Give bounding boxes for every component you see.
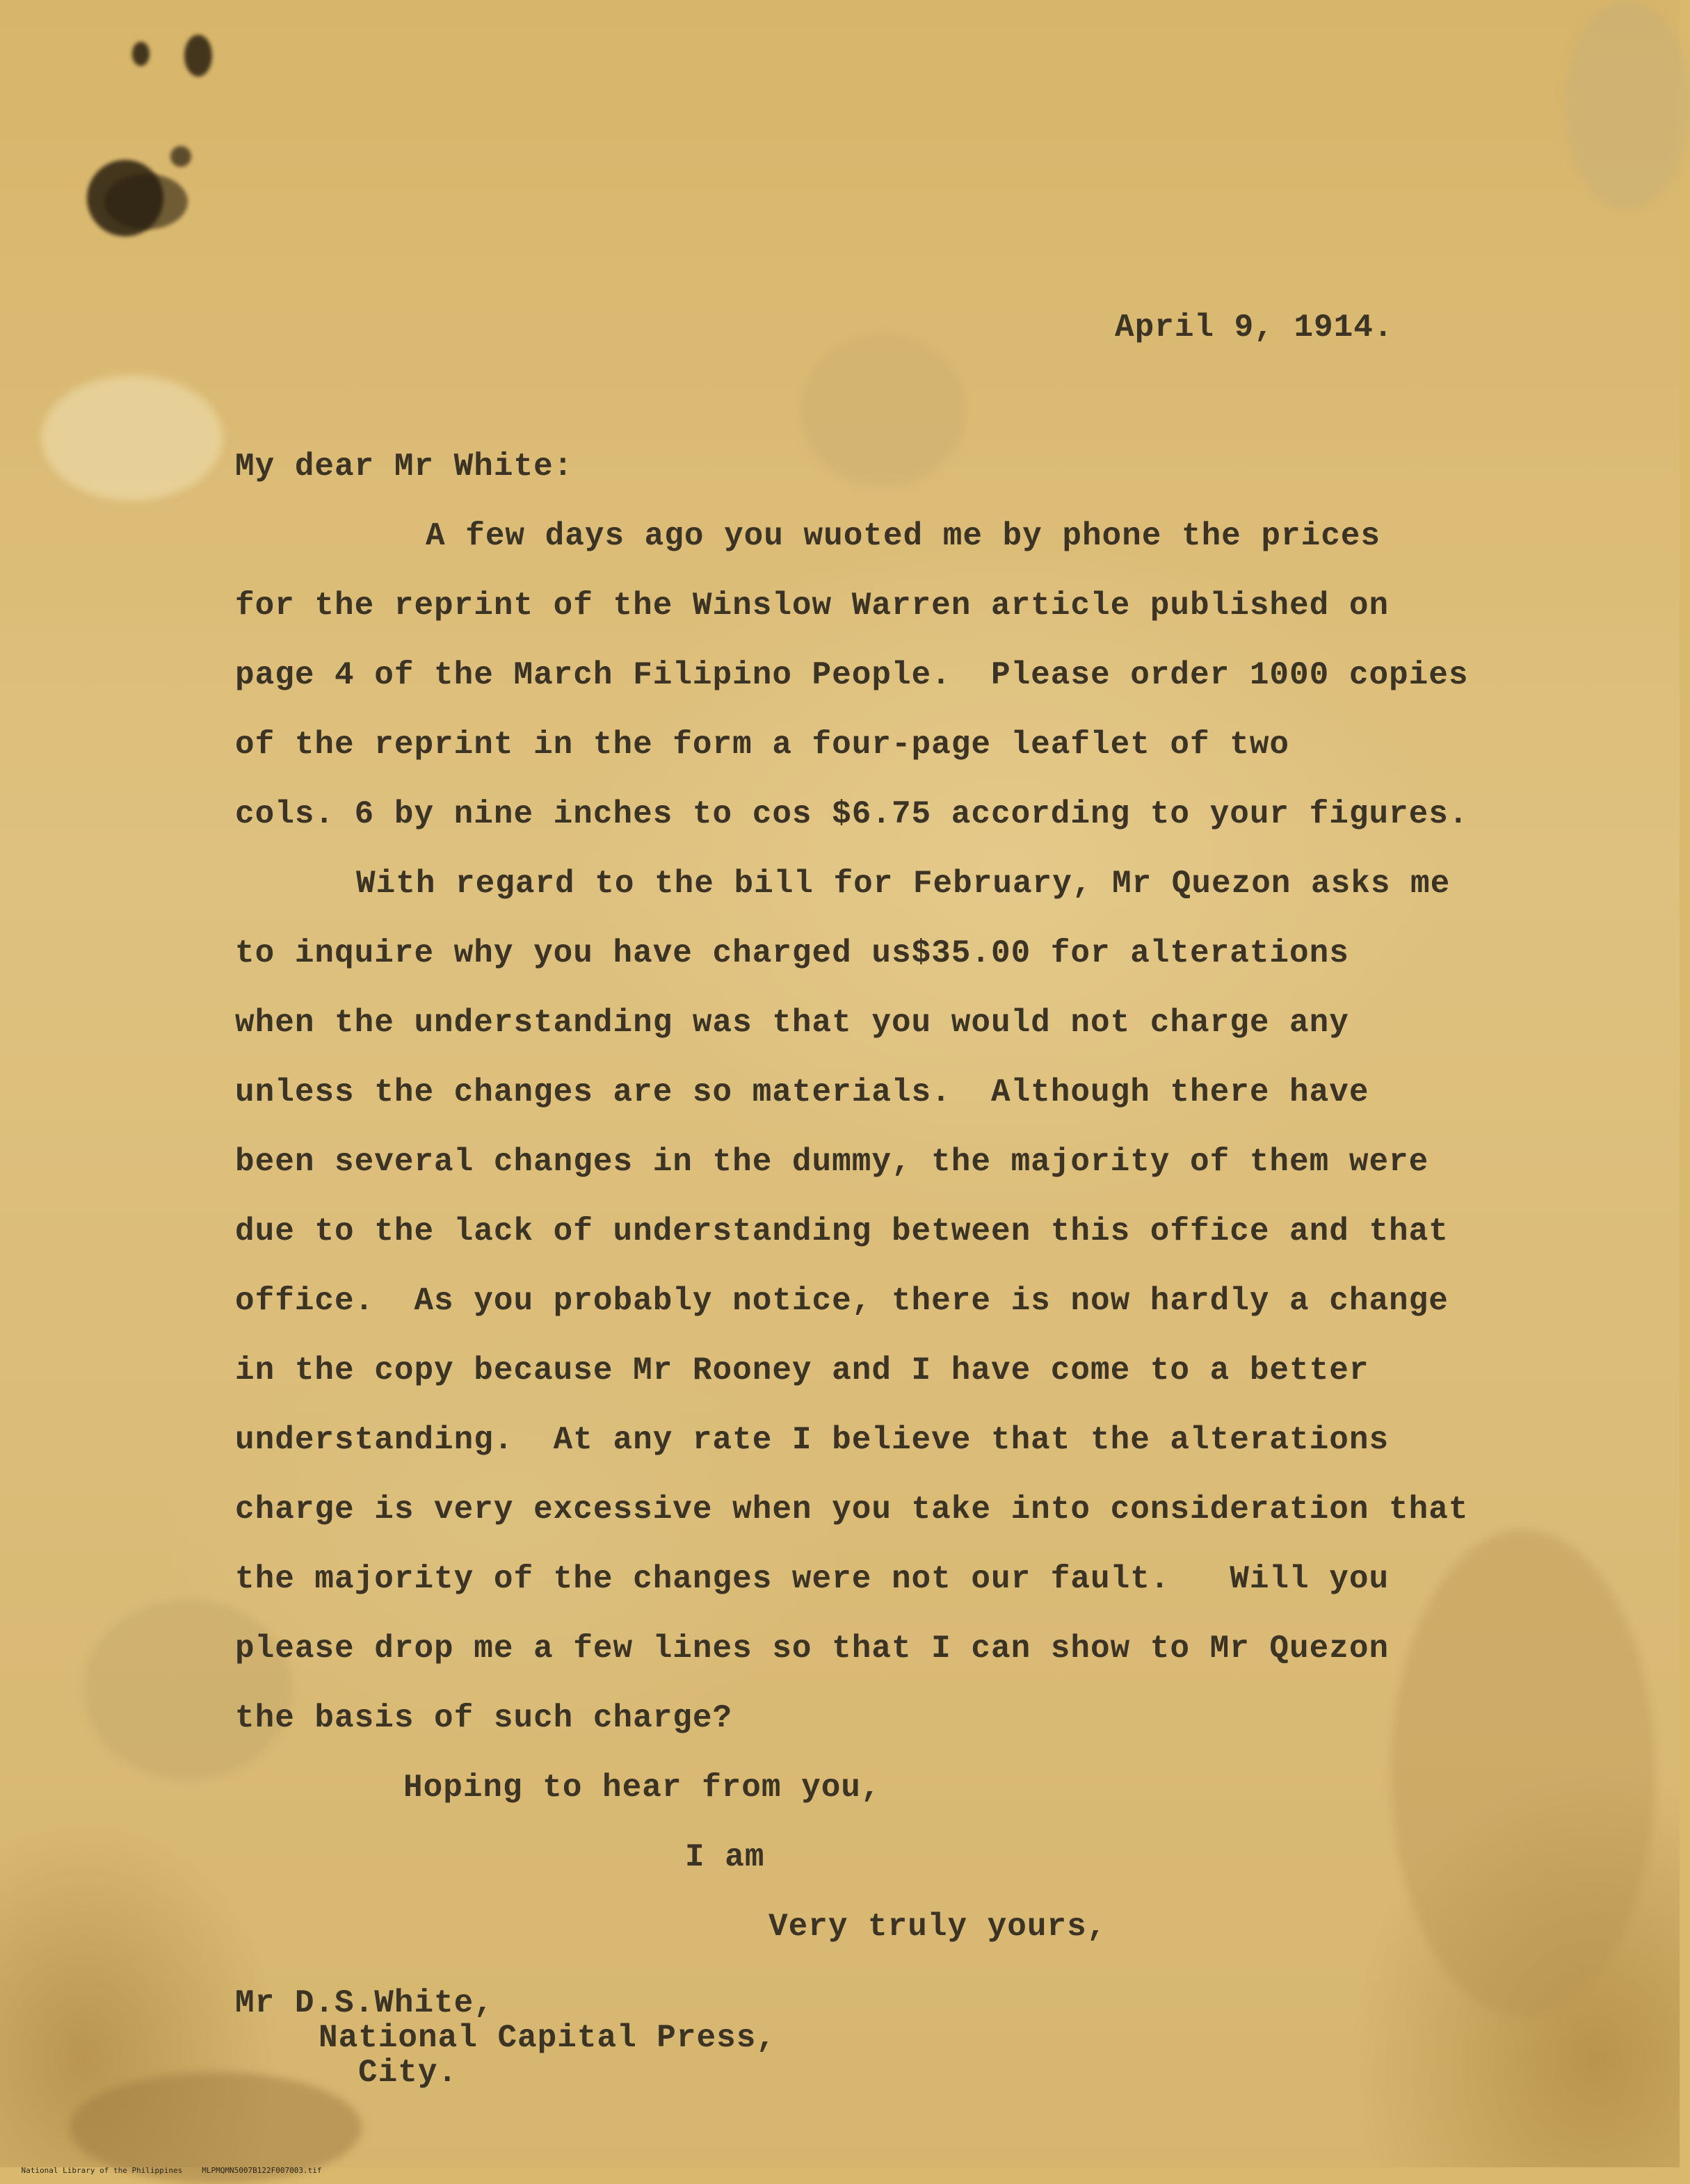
paragraph-2-line: due to the lack of understanding between this office and that <box>235 1213 1449 1249</box>
paper-stain <box>83 1599 292 1780</box>
footer-file: MLPMQMN5007B122F007003.tif <box>202 2166 322 2175</box>
paragraph-2-line: charge is very excessive when you take into consideration that <box>235 1491 1469 1528</box>
paragraph-2-line: With regard to the bill for February, Mr Quezon asks me <box>356 866 1451 902</box>
paragraph-2-line: when the understanding was that you would not charge any <box>235 1005 1349 1041</box>
paragraph-2-line: please drop me a few lines so that I can show to Mr Quezon <box>235 1631 1390 1667</box>
paper-stain <box>800 334 967 487</box>
paragraph-2-line: to inquire why you have charged us$35.00 for alterations <box>235 935 1349 971</box>
paragraph-2-line: office. As you probably notice, there is now hardly a change <box>235 1283 1449 1319</box>
ink-blot <box>132 42 150 66</box>
footer-library: National Library of the Philippines <box>21 2166 183 2175</box>
paper-stain <box>1391 1530 1655 2016</box>
paragraph-2-line: the majority of the changes were not our fault. Will you <box>235 1561 1390 1597</box>
closing-i-am: I am <box>685 1839 765 1875</box>
archive-footer <box>3 2157 341 2184</box>
addressee-name: Mr D.S.White, <box>235 1985 494 2021</box>
addressee-company: National Capital Press, <box>319 2020 776 2056</box>
paragraph-1-line: A few days ago you wuoted me by phone the prices <box>426 518 1381 554</box>
valediction: Very truly yours, <box>768 1909 1107 1945</box>
ink-blot <box>184 35 212 76</box>
ink-blot <box>170 146 191 167</box>
salutation: My dear Mr White: <box>235 448 574 485</box>
paragraph-2-line: the basis of such charge? <box>235 1700 733 1736</box>
paragraph-1-line: page 4 of the March Filipino People. Please order 1000 copies <box>235 657 1469 693</box>
addressee-city: City. <box>358 2055 458 2091</box>
paragraph-2-line: been several changes in the dummy, the majority of them were <box>235 1144 1429 1180</box>
paragraph-2-line: unless the changes are so materials. Although there have <box>235 1074 1369 1110</box>
letter-date: April 9, 1914. <box>1115 309 1394 346</box>
paper-stain <box>1565 0 1690 209</box>
paragraph-1-line: for the reprint of the Winslow Warren article published on <box>235 588 1390 624</box>
paragraph-2-line: understanding. At any rate I believe that the alterations <box>235 1422 1390 1458</box>
paragraph-1-line: cols. 6 by nine inches to cos $6.75 according to your figures. <box>235 796 1469 832</box>
paragraph-2-line: in the copy because Mr Rooney and I have come to a better <box>235 1352 1369 1389</box>
paragraph-1-line: of the reprint in the form a four-page leaflet of two <box>235 727 1290 763</box>
closing-hoping: Hoping to hear from you, <box>403 1770 881 1806</box>
ink-blot <box>104 174 188 229</box>
